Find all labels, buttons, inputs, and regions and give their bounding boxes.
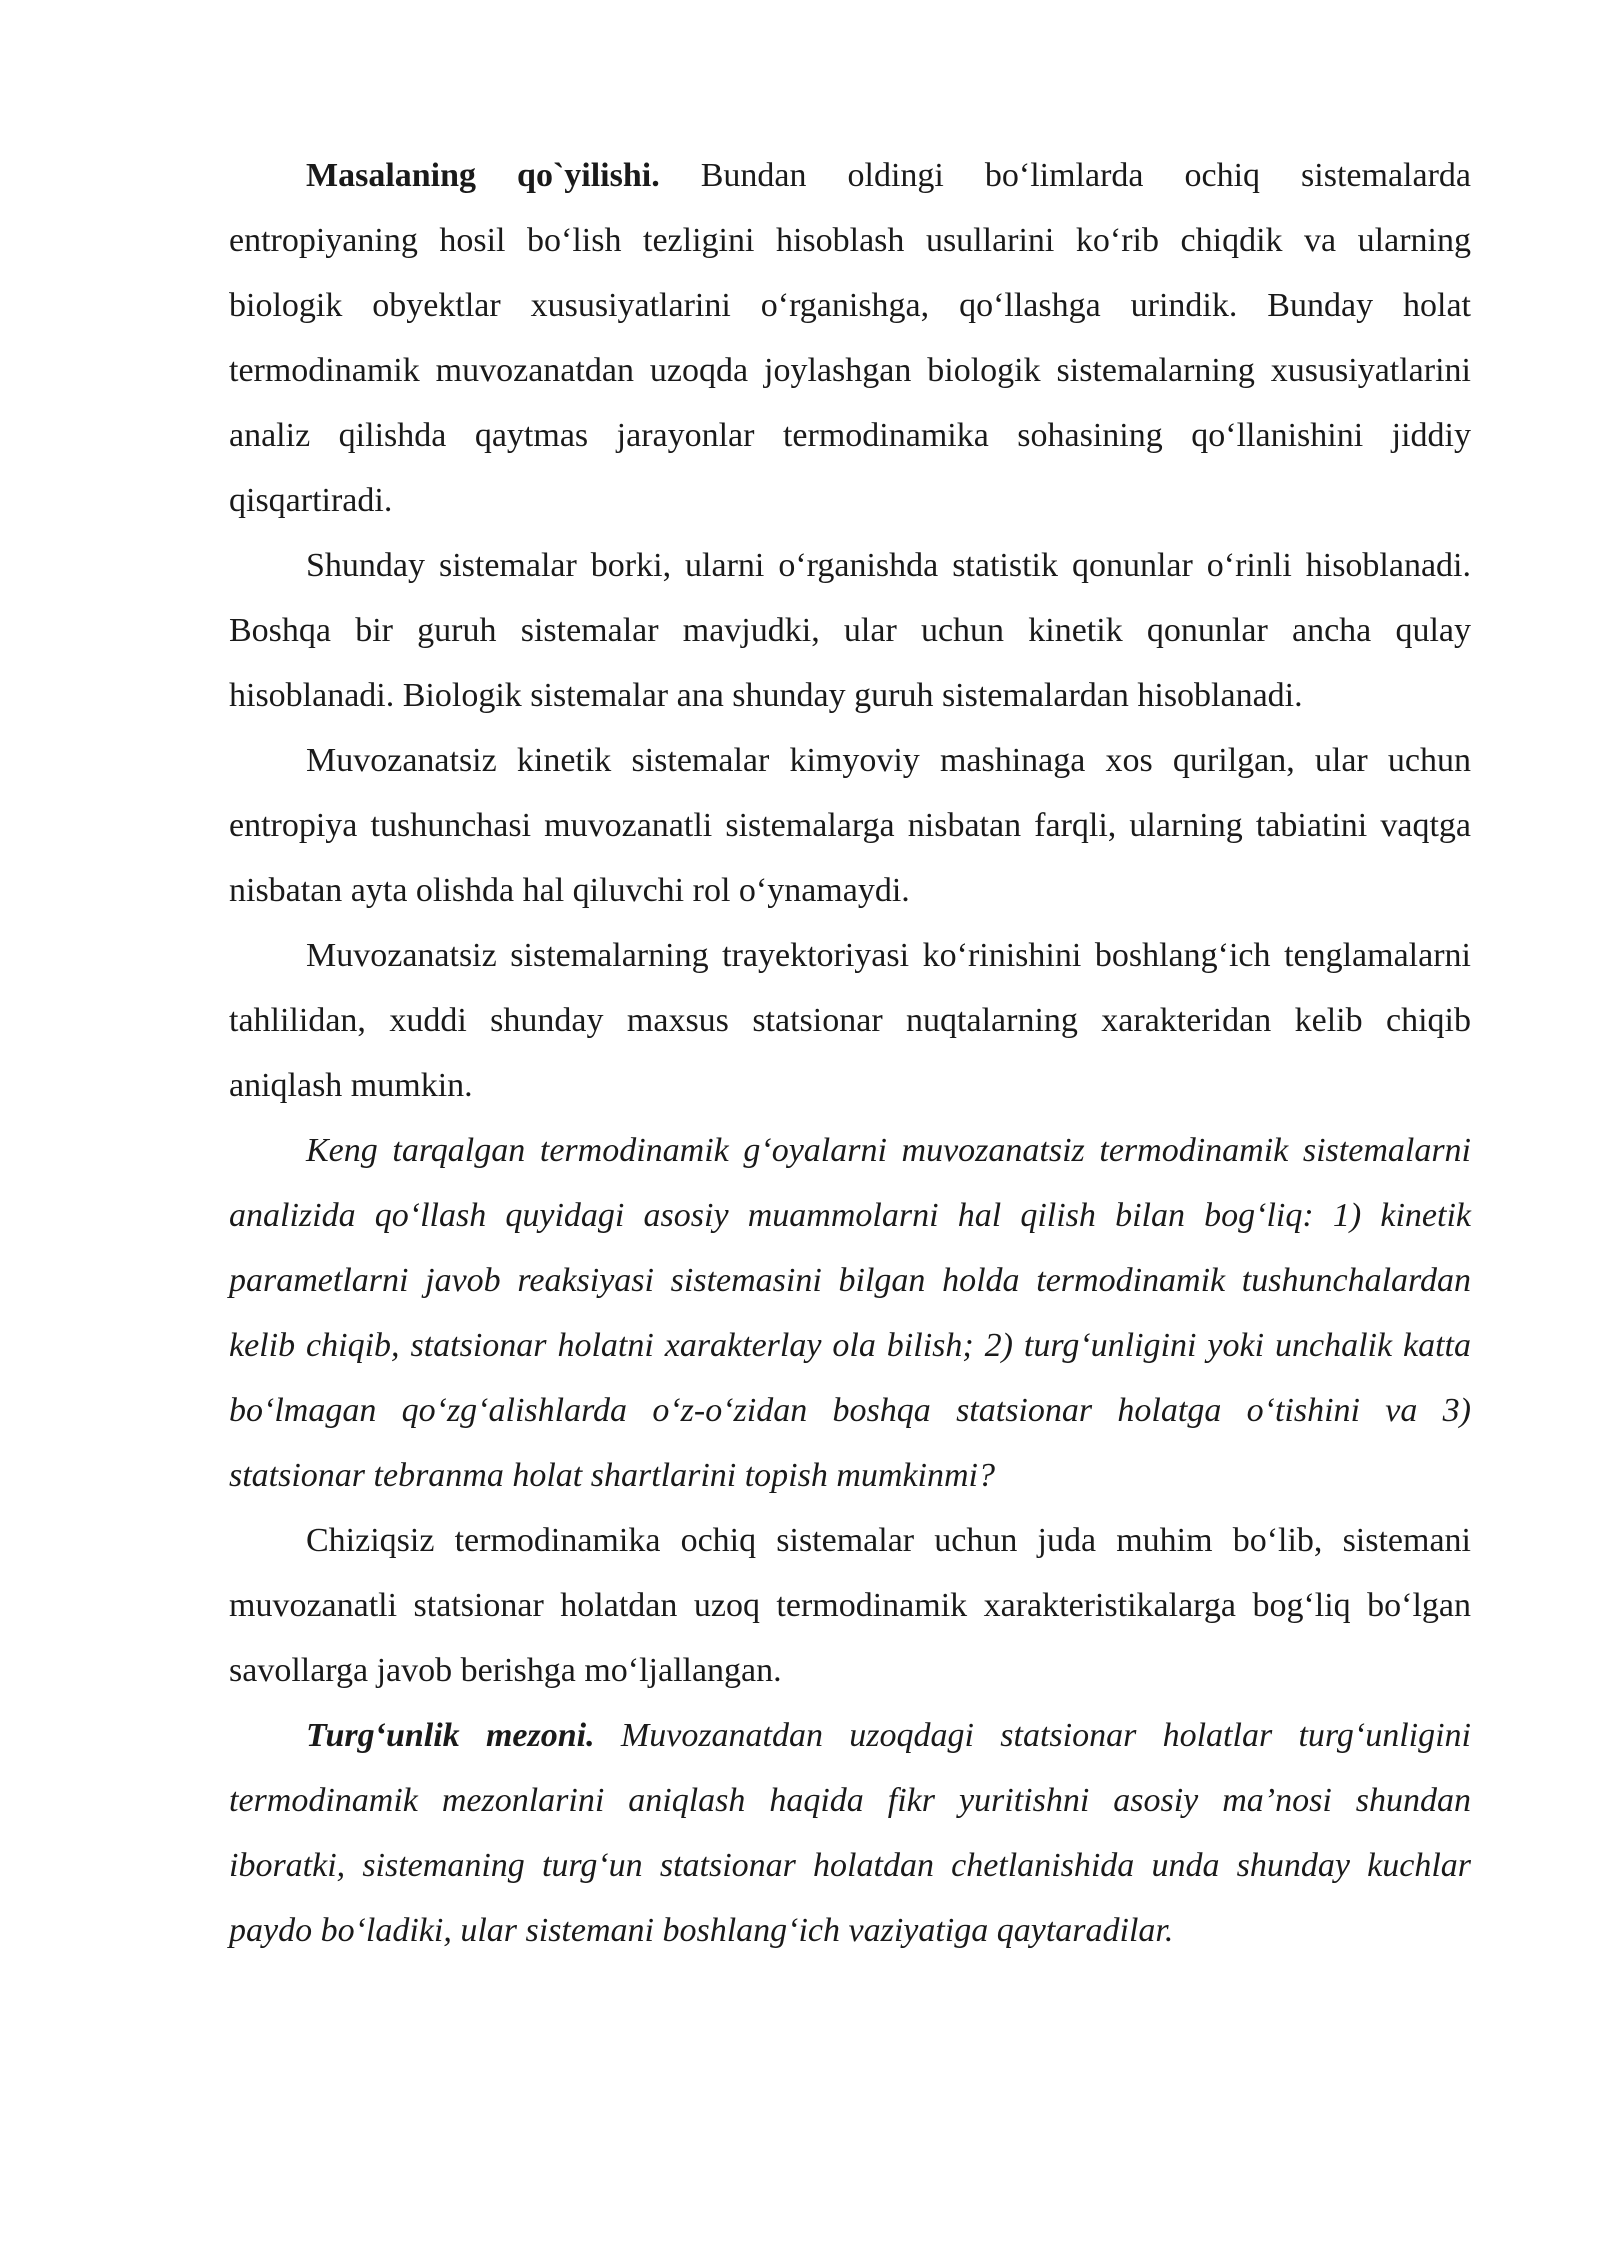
paragraph-heading: Turg‘unlik mezoni. <box>306 1717 595 1754</box>
paragraph-nonequilibrium-kinetic: Muvozanatsiz kinetik sistemalar kimyoviy mashinaga xos qurilgan, ular uchun entropiya tushunchasi muvozanatli sistemalarga nisbatan farqli, ularning tabiatini vaqtga nisbatan ayta olishda hal qiluvchi rol o‘ynamaydi. <box>229 742 1471 909</box>
paragraph-main-problems: Keng tarqalgan termodinamik g‘oyalarni muvozanatsiz termodinamik sistemalarni analizida qo‘llash quyidagi asosiy muammolarni hal qilish bilan bog‘liq: 1) kinetik parametlarni javob reaksiyasi sistemasini bilgan holda termodinamik tushunchalardan kelib chiqib, statsionar holatni xarakterlay ola bilish; 2) turg‘unligini yoki unchalik katta bo‘lmagan qo‘zg‘alishlarda o‘z-o‘zidan boshqa statsionar holatga o‘tishini va 3) statsionar tebranma holat shartlarini topish mumkinmi? <box>229 1132 1471 1494</box>
paragraph-text: Bundan oldingi bo‘limlarda ochiq sistemalarda entropiyaning hosil bo‘lish tezligini hisoblash usullarini ko‘rib chiqdik va ularning biologik obyektlar xususiyatlarini o‘rganishga, qo‘llashga urindik. Bunday holat termodinamik muvozanatdan uzoqda joylashgan biologik sistemalarning xususiyatlarini analiz qilishda qaytmas jarayonlar termodinamika sohasining qo‘llanishini jiddiy qisqartiradi. <box>229 157 1471 519</box>
paragraph-statistical-kinetic: Shunday sistemalar borki, ularni o‘rganishda statistik qonunlar o‘rinli hisoblanadi. Boshqa bir guruh sistemalar mavjudki, ular uchun kinetik qonunlar ancha qulay hisoblanadi. Biologik sistemalar ana shunday guruh sistemalardan hisoblanadi. <box>229 547 1471 714</box>
paragraph-text: Muvozanatdan uzoqdagi statsionar holatlar turg‘unligini termodinamik mezonlarini aniqlash haqida fikr yuritishni asosiy ma’nosi shundan iboratki, sistemaning turg‘un statsionar holatdan chetlanishida unda shunday kuchlar paydo bo‘ladiki, ular sistemani boshlang‘ich vaziyatiga qaytaradilar. <box>229 1717 1471 1949</box>
paragraph-nonlinear-thermodynamics: Chiziqsiz termodinamika ochiq sistemalar uchun juda muhim bo‘lib, sistemani muvozanatli statsionar holatdan uzoq termodinamik xarakteristikalarga bog‘liq bo‘lgan savollarga javob berishga mo‘ljallangan. <box>229 1522 1471 1689</box>
document-page <box>229 143 1471 1963</box>
paragraph-heading: Masalaning qo`yilishi. <box>306 157 660 194</box>
paragraph-stability-criterion <box>229 1703 1471 1963</box>
paragraph-trajectory: Muvozanatsiz sistemalarning trayektoriyasi ko‘rinishini boshlang‘ich tenglamalarni tahlilidan, xuddi shunday maxsus statsionar nuqtalarning xarakteridan kelib chiqib aniqlash mumkin. <box>229 937 1471 1104</box>
paragraph-problem-statement <box>229 143 1471 533</box>
